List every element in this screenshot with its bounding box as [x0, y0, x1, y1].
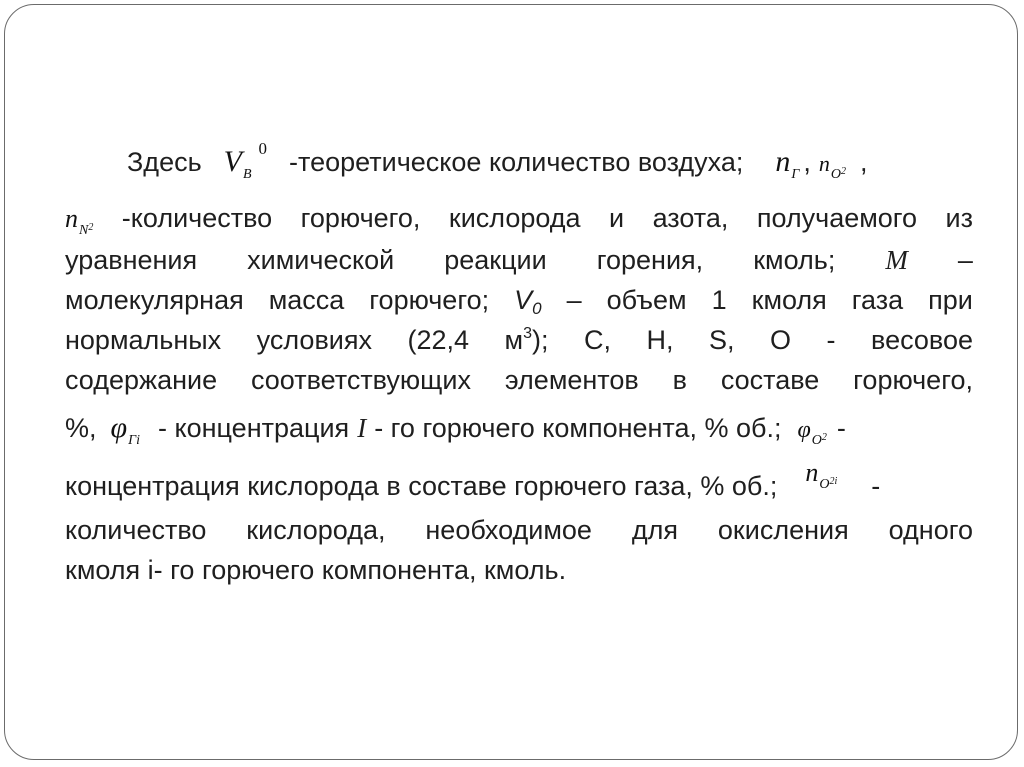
word: молекулярная: [65, 285, 244, 315]
symbol-i: I: [357, 413, 367, 443]
word: горения,: [596, 245, 704, 275]
symbol-base: V: [514, 285, 533, 315]
symbol-subscript: 0: [532, 299, 542, 318]
symbol-v0: [514, 282, 541, 322]
word: кислорода,: [246, 515, 386, 545]
word: азота,: [652, 203, 729, 233]
word: –: [957, 245, 973, 275]
word: -: [871, 471, 881, 501]
word: кмоля: [751, 285, 827, 315]
word: и: [609, 203, 625, 233]
symbol-base: n: [805, 458, 819, 487]
symbol-base: n: [818, 151, 830, 176]
symbol-n-n2: [65, 201, 93, 243]
word: C,: [584, 325, 612, 355]
symbol-n-o2: [819, 146, 846, 187]
word: одного: [888, 515, 973, 545]
word: кислорода: [448, 203, 581, 233]
word: - го горючего компонента, % об.;: [374, 413, 782, 443]
symbol-subscript: Гi: [128, 433, 140, 448]
word: условиях: [256, 325, 372, 355]
symbol-base: n: [775, 145, 791, 178]
word: необходимое: [425, 515, 592, 545]
word: концентрация кислорода в составе горючего газа, % об.;: [65, 471, 778, 501]
word: уравнения: [65, 245, 198, 275]
symbol-n-g: [775, 144, 799, 186]
word: кмоля i- го горючего компонента, кмоль.: [65, 555, 567, 585]
word: в: [672, 365, 687, 395]
word: окисления: [717, 515, 849, 545]
word: %,: [65, 413, 97, 443]
word: при: [928, 285, 973, 315]
symbol-subscript: O: [830, 167, 841, 182]
symbol-base: n: [65, 204, 78, 233]
word: нормальных: [65, 325, 222, 355]
word: получаемого: [756, 203, 918, 233]
text-line-10: [65, 552, 973, 588]
word: реакции: [444, 245, 547, 275]
symbol-phi-gi: [111, 410, 140, 452]
text-line-8: [65, 458, 973, 511]
text-line-9: [65, 512, 973, 548]
word: количество: [65, 515, 207, 545]
symbol-sub-subscript: 2: [840, 166, 846, 177]
word: –: [566, 285, 582, 315]
punctuation: ,: [803, 147, 811, 177]
word: O: [770, 325, 792, 355]
word: Здесь: [127, 147, 202, 177]
symbol-subscript: O: [819, 477, 830, 492]
unit-m3: [505, 322, 549, 363]
text-line-6: [65, 362, 973, 398]
word: соответствующих: [250, 365, 471, 395]
symbol-base: φ: [110, 411, 128, 444]
unit-superscript: 3: [523, 325, 533, 342]
word: - концентрация: [157, 413, 350, 443]
punctuation: ,: [859, 147, 868, 177]
text-line-3: [65, 242, 973, 278]
text-line-7: [65, 410, 973, 453]
word: масса: [268, 285, 345, 315]
symbol-base: V: [223, 145, 242, 178]
symbol-subscript: Г: [791, 167, 800, 182]
word: H,: [646, 325, 674, 355]
word: элементов: [504, 365, 639, 395]
symbol-sub-subscript: 2i: [829, 476, 838, 487]
word: газа: [851, 285, 904, 315]
word: -теоретическое количество воздуха;: [289, 147, 744, 177]
symbol-n-o2i: [805, 455, 837, 497]
symbol-phi-o2: [798, 412, 827, 453]
word: 1: [711, 285, 727, 315]
word: -: [836, 413, 846, 443]
symbol-base: φ: [797, 417, 811, 443]
word: составе: [720, 365, 820, 395]
text-line-4: [65, 282, 973, 322]
symbol-subscript: B: [242, 167, 252, 182]
word: химической: [247, 245, 395, 275]
word: -: [826, 325, 836, 355]
text-line-1: [65, 139, 973, 187]
word: для: [631, 515, 678, 545]
text-line-2: [65, 200, 973, 243]
word: горючего,: [300, 203, 421, 233]
punctuation: );: [532, 325, 549, 355]
word: объем: [606, 285, 687, 315]
word: (22,4: [407, 325, 470, 355]
symbol-sub-subscript: 2: [88, 222, 94, 233]
word: -количество: [121, 203, 273, 233]
word: содержание: [65, 365, 218, 395]
symbol-v-b-0: [223, 139, 268, 186]
symbol-m: M: [885, 245, 908, 275]
word: S,: [709, 325, 735, 355]
word: горючего,: [853, 365, 973, 395]
symbol-superscript: 0: [258, 139, 268, 158]
word: из: [945, 203, 973, 233]
symbol-subscript: O: [811, 433, 822, 448]
symbol-subscript: N: [79, 223, 89, 238]
text-line-5: [65, 322, 973, 363]
word: кмоль;: [753, 245, 836, 275]
word: весовое: [871, 325, 973, 355]
unit-base: м: [504, 325, 524, 355]
word: горючего;: [369, 285, 490, 315]
symbol-sub-subscript: 2: [821, 432, 827, 443]
